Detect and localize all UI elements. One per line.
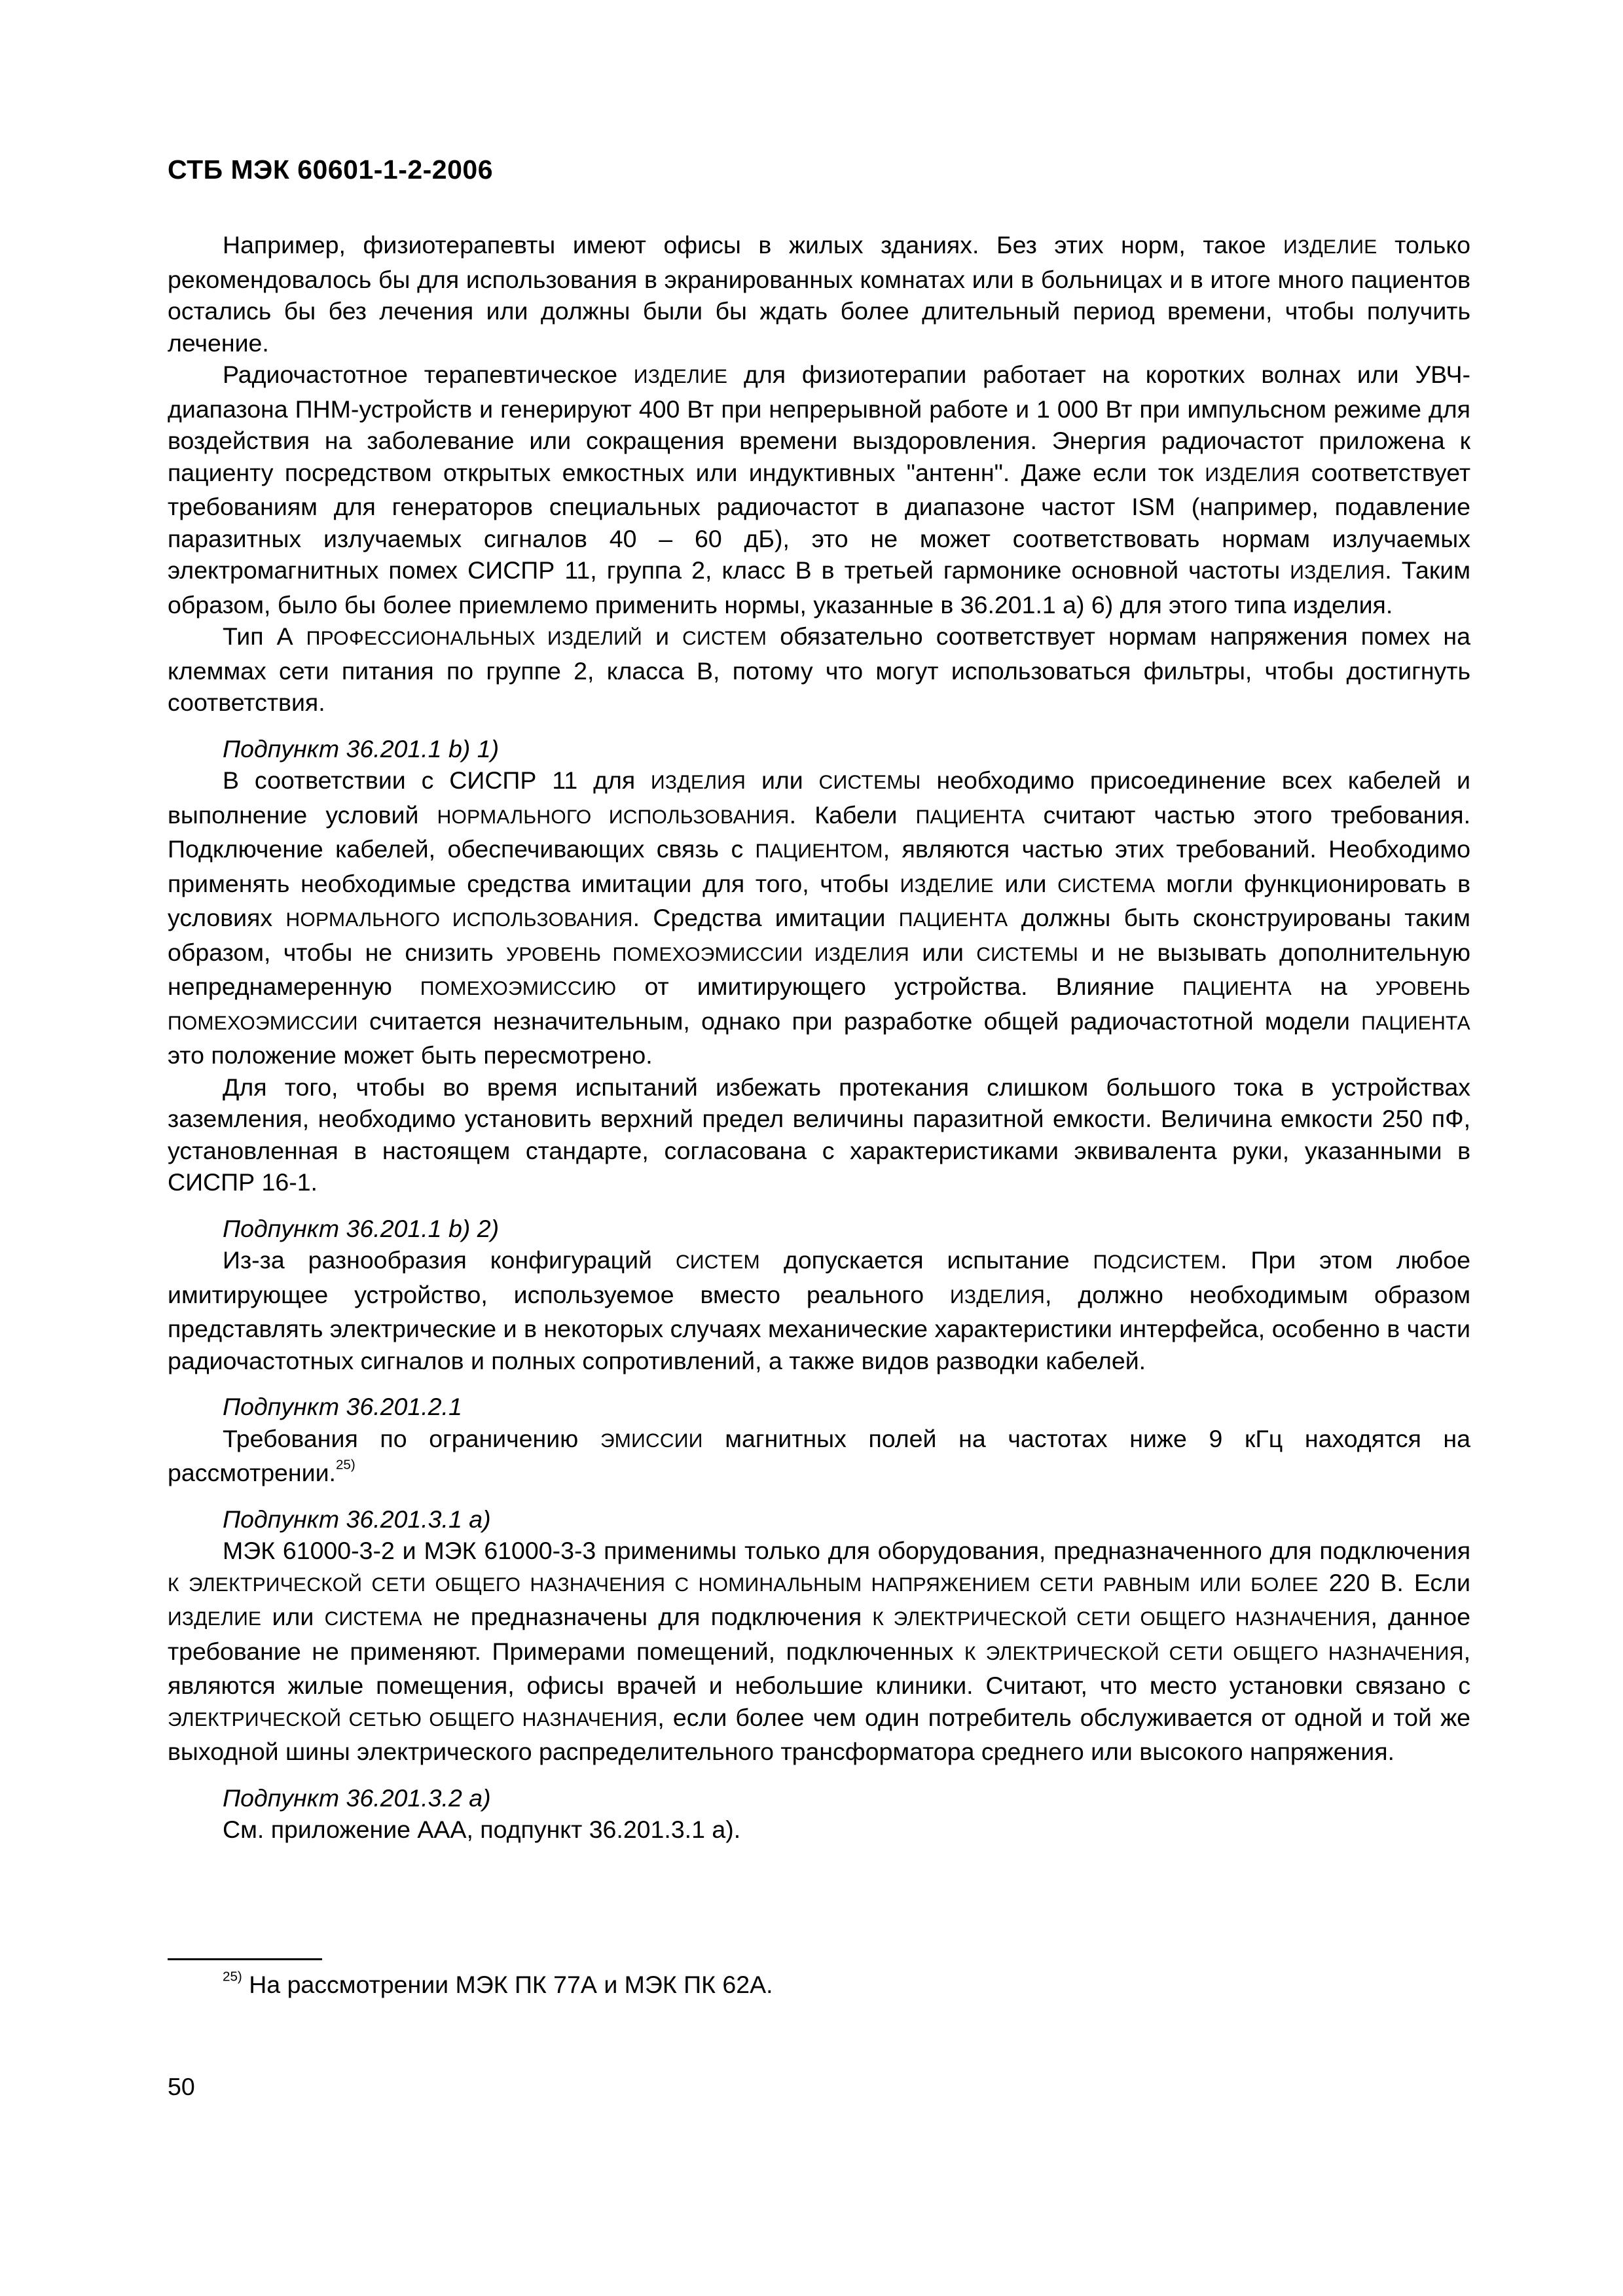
subclause-heading: Подпункт 36.201.1 b) 1) [223, 734, 500, 762]
text-run: не предназначены для подключения [422, 1603, 873, 1630]
defined-term: УРОВЕНЬ ПОМЕХОЭМИССИИ ИЗДЕЛИЯ [505, 943, 909, 965]
text-run: , должно необходимым образом представлять электрические и в некоторых случаях механические характеристики интерфейса, особенно в части радиочастотных сигналов и полных сопротивлений, а также видов разводки кабелей. [168, 1280, 1470, 1374]
text-run: от имитирующего устройства. Влияние [616, 973, 1183, 1000]
paragraph: См. приложение ААА, подпункт 36.201.3.1 а). [223, 1816, 741, 1843]
footnote-separator [168, 1958, 322, 1960]
main-text [168, 229, 1470, 1846]
text-run: допускается испытание [759, 1246, 1093, 1274]
defined-term: СИСТЕМ [682, 628, 767, 649]
text-run: Требования по ограничению [223, 1424, 600, 1452]
text-run: . Таким образом, было бы более приемлемо применить нормы, указанные в 36.201.1 а) 6) для этого типа изделия. [168, 556, 1470, 619]
footnote-mark: 25) [223, 1969, 242, 1984]
defined-term: К ЭЛЕКТРИЧЕСКОЙ СЕТИ ОБЩЕГО НАЗНАЧЕНИЯ [872, 1608, 1371, 1630]
defined-term: ПАЦИЕНТА [1182, 978, 1292, 999]
text-run: В соответствии с СИСПР 11 для [223, 766, 651, 794]
text-run: или [909, 938, 977, 966]
defined-term: СИСТЕМЫ [976, 943, 1079, 965]
defined-term: К ЭЛЕКТРИЧЕСКОЙ СЕТИ ОБЩЕГО НАЗНАЧЕНИЯ [964, 1642, 1464, 1664]
text-run: магнитных полей на частотах ниже 9 кГц находятся на рассмотрении. [168, 1424, 1470, 1486]
defined-term: ИЗДЕЛИЕ [1283, 236, 1377, 258]
defined-term: К ЭЛЕКТРИЧЕСКОЙ СЕТИ ОБЩЕГО НАЗНАЧЕНИЯ С НОМИНАЛЬНЫМ НАПРЯЖЕНИЕМ СЕТИ РАВНЫМ ИЛИ БОЛЕЕ [168, 1573, 1319, 1596]
text-run: , являются частью этих требований. Необходимо применять необходимые средства имитации для того, чтобы [168, 835, 1470, 897]
text-run: только рекомендовалось бы для использования в экранированных комнатах или в больницах и в итоге много пациентов остались бы без лечения или должны были бы ждать более длительный период времени, чтобы получить лечение. [168, 231, 1470, 357]
defined-term: СИСТЕМА [1057, 874, 1156, 897]
defined-term: СИСТЕМА [324, 1608, 422, 1630]
paragraph [168, 1423, 1470, 1489]
defined-term: ПАЦИЕНТА [898, 909, 1008, 931]
subclause-heading: Подпункт 36.201.2.1 [223, 1393, 462, 1420]
text-run: или [746, 766, 819, 794]
text-run: . Кабели [789, 800, 916, 829]
text-run: и не вызывать дополнительную непреднамеренную [168, 938, 1471, 1000]
footnote-text: На рассмотрении МЭК ПК 77А и МЭК ПК 62А. [242, 1971, 773, 1998]
text-run: считают частью этого требования. Подключение кабелей, обеспечивающих связь с [168, 800, 1471, 863]
defined-term: ПОДСИСТЕМ [1093, 1251, 1221, 1273]
text-run: , являются жилые помещения, офисы врачей и небольшие клиники. Считают, что место установки связано с [168, 1637, 1470, 1699]
text-run: . При этом любое имитирующее устройство, используемое вместо реального [168, 1246, 1470, 1308]
subclause-heading: Подпункт 36.201.3.1 а) [223, 1505, 491, 1533]
paragraph [168, 229, 1470, 359]
defined-term: ИЗДЕЛИЯ [950, 1285, 1046, 1308]
defined-term: УРОВЕНЬ ПОМЕХОЭМИССИИ [168, 978, 1470, 1034]
text-run: или [261, 1603, 325, 1630]
defined-term: ИЗДЕЛИЯ [1290, 562, 1385, 583]
defined-term: СИСТЕМ [675, 1251, 760, 1273]
text-run: 220 В. Если [1318, 1568, 1470, 1596]
paragraph [168, 620, 1470, 719]
paragraph [168, 1244, 1470, 1376]
subclause-heading: Подпункт 36.201.1 b) 2) [223, 1214, 500, 1242]
defined-term: ПОМЕХОЭМИССИЮ [420, 978, 617, 999]
text-run: Например, физиотерапевты имеют офисы в жилых зданиях. Без этих норм, такое [223, 231, 1284, 259]
defined-term: ЭЛЕКТРИЧЕСКОЙ СЕТЬЮ ОБЩЕГО НАЗНАЧЕНИЯ [168, 1708, 658, 1731]
text-run: , данное требование не применяют. Примерами помещений, подключенных [168, 1603, 1470, 1665]
paragraph: Для того, чтобы во время испытаний избежать протекания слишком большого тока в устройствах заземления, необходимо установить верхний предел величины паразитной емкости. Величина емкости 250 пФ, установленная в настоящем стандарте, согласована с характеристиками эквивалента руки, указанными в СИСПР 16-1. [168, 1073, 1470, 1196]
text-run: . Средства имитации [632, 904, 899, 931]
subclause-heading: Подпункт 36.201.3.2 а) [223, 1784, 491, 1812]
defined-term: ПАЦИЕНТА [915, 806, 1025, 828]
paragraph [168, 359, 1470, 620]
text-run: , если более чем один потребитель обслуживается от одной и той же выходной шины электрического распределительного трансформатора среднего или высокого напряжения. [168, 1703, 1471, 1765]
defined-term: ПРОФЕССИОНАЛЬНЫХ ИЗДЕЛИЙ [306, 628, 642, 649]
defined-term: ИЗДЕЛИЯ [1205, 463, 1300, 486]
text-run: Из-за разнообразия конфигураций [223, 1246, 676, 1274]
paragraph [168, 1535, 1470, 1768]
text-run: это положение может быть пересмотрено. [168, 1041, 653, 1069]
page-number: 50 [168, 2073, 195, 2100]
defined-term: ПАЦИЕНТОМ [755, 840, 883, 862]
text-run: или [993, 869, 1058, 897]
text-run: Тип А [223, 622, 306, 650]
text-run: для физиотерапии работает на коротких волнах или УВЧ-диапазона ПНМ-устройств и генерируют 400 Вт при непрерывной работе и 1 000 Вт при импульсном режиме для воздействия на заболевание или сокращения времени выздоровления. Энергия радиочастот приложена к пациенту посредством открытых емкостных или индуктивных "антенн". Даже если ток [168, 361, 1470, 486]
footnote-reference[interactable]: 25) [335, 1457, 356, 1473]
footnote [223, 1969, 773, 2000]
text-run: считается незначительным, однако при разработке общей радиочастотной модели [357, 1007, 1362, 1035]
defined-term: ИЗДЕЛИЕ [633, 366, 728, 387]
text-run: и [642, 622, 683, 650]
defined-term: НОРМАЛЬНОГО ИСПОЛЬЗОВАНИЯ [437, 806, 790, 828]
text-run: могли функционировать в условиях [168, 869, 1470, 931]
defined-term: ЭМИССИИ [600, 1429, 703, 1452]
text-run: необходимо присоединение всех кабелей и выполнение условий [168, 766, 1470, 829]
defined-term: ИЗДЕЛИЯ [651, 772, 746, 793]
defined-term: ИЗДЕЛИЕ [168, 1608, 262, 1630]
defined-term: НОРМАЛЬНОГО ИСПОЛЬЗОВАНИЯ [285, 909, 633, 931]
paragraph [168, 764, 1470, 1071]
text-run: должны быть сконструированы таким образом, чтобы не снизить [168, 904, 1470, 966]
text-run: соответствует требованиям для генераторов специальных радиочастот в диапазоне частот ISM (например, подавление паразитных излучаемых сигналов 40 – 60 дБ), это не может соответствовать нормам излучаемых электромагнитных помех СИСПР 11, группа 2, класс В в третьей гармонике основной частоты [168, 458, 1471, 584]
text-run: на [1292, 973, 1376, 1000]
defined-term: СИСТЕМЫ [818, 772, 921, 793]
defined-term: ПАЦИЕНТА [1361, 1012, 1470, 1034]
defined-term: ИЗДЕЛИЕ [900, 874, 994, 897]
text-run: МЭК 61000-3-2 и МЭК 61000-3-3 применимы только для оборудования, предназначенного для подключения [223, 1537, 1470, 1564]
text-run: обязательно соответствует нормам напряжения помех на клеммах сети питания по группе 2, класса В, потому что могут использоваться фильтры, чтобы достигнуть соответствия. [168, 622, 1470, 716]
text-run: Радиочастотное терапевтическое [223, 361, 634, 388]
document-header: СТБ МЭК 60601-1-2-2006 [168, 154, 494, 185]
